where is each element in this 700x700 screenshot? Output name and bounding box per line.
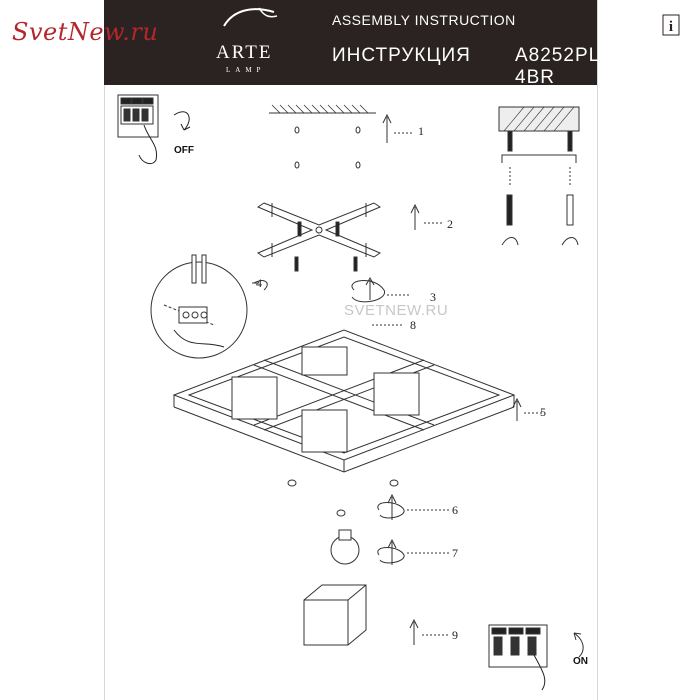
header-title: ASSEMBLY INSTRUCTION: [332, 12, 516, 28]
x-bracket: [258, 203, 380, 271]
svg-text:i: i: [668, 19, 674, 35]
switch-off-label: OFF: [174, 145, 194, 156]
brand-tagline: LAMP: [226, 66, 266, 74]
header-bar: [104, 0, 674, 88]
info-book-icon: [660, 12, 682, 38]
callout-5: 5: [540, 405, 546, 419]
callout-6: 6: [452, 503, 458, 517]
ceiling-plate: [499, 107, 579, 245]
callout-4: 4: [256, 276, 262, 290]
header-letter: A: [631, 10, 649, 40]
power-switch-top: [118, 95, 158, 164]
watermark-text: SVETNEW.RU: [344, 302, 449, 319]
callout-7: 7: [452, 546, 458, 560]
power-switch-bottom: [489, 625, 547, 690]
model-number: A8252PL-4BR: [515, 45, 608, 88]
brand-logo: ARTE: [216, 42, 273, 63]
switch-on-label: ON: [573, 656, 588, 667]
callout-2: 2: [447, 217, 453, 231]
lamp-frame: [174, 330, 514, 472]
callout-9: 9: [452, 628, 458, 642]
wiring-detail: [151, 255, 247, 358]
assembly-diagram: [104, 85, 596, 700]
site-logo: SvetNew.ru: [12, 18, 159, 46]
glass-shade: [304, 585, 366, 645]
callout-1: 1: [418, 124, 424, 138]
header-subtitle: ИНСТРУКЦИЯ: [332, 45, 471, 66]
brand-swoosh-icon: [219, 4, 279, 34]
callout-8: 8: [410, 318, 416, 332]
light-bulb: [331, 530, 359, 564]
callout-3: 3: [430, 290, 436, 304]
